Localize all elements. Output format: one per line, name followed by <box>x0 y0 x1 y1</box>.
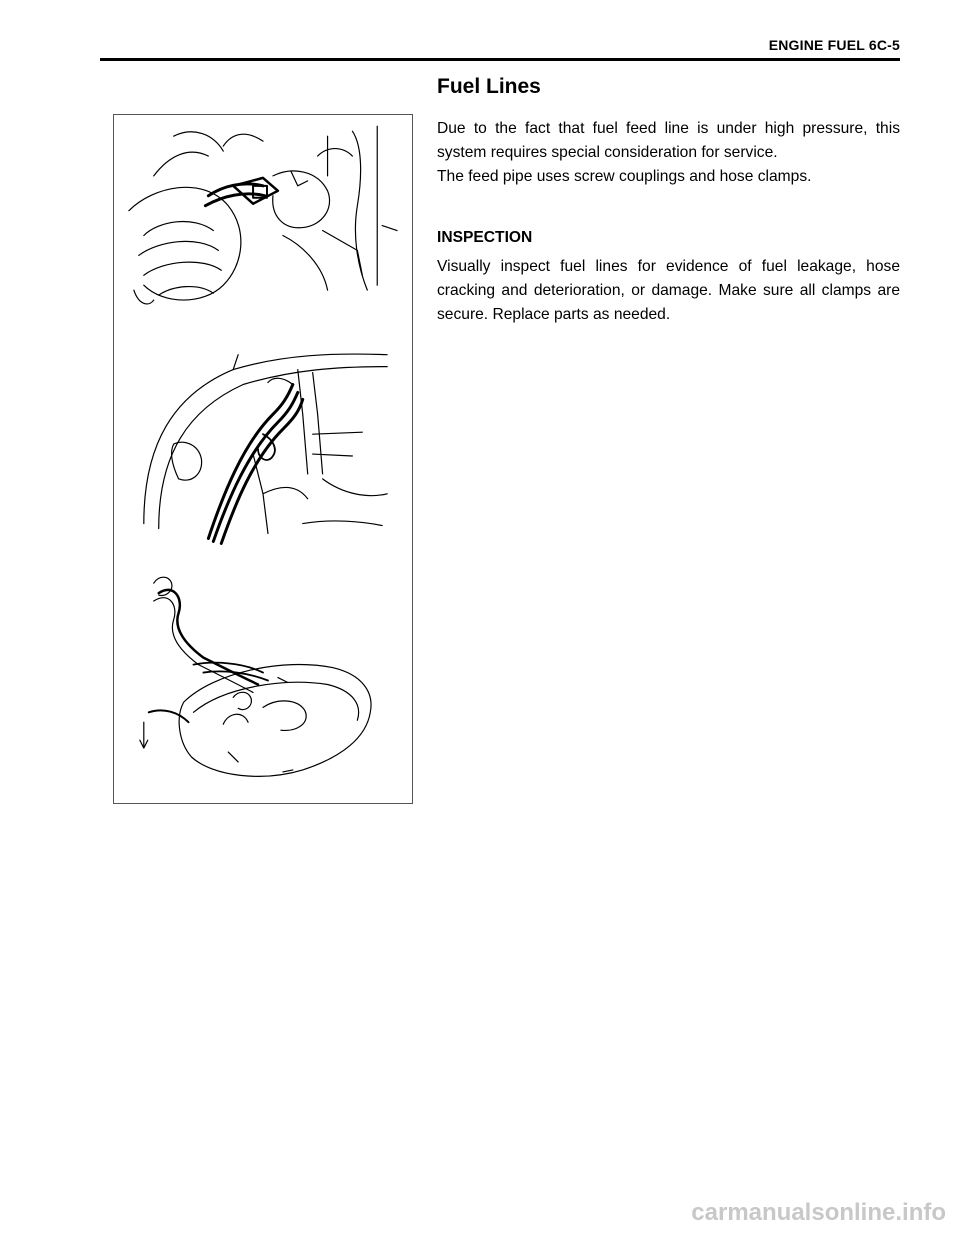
watermark: carmanualsonline.info <box>691 1199 946 1226</box>
underbody-pipe-panel <box>144 354 387 543</box>
engine-bay-hose-panel <box>129 126 397 304</box>
fuel-tank-panel <box>140 577 371 776</box>
intro-paragraph-1: Due to the fact that fuel feed line is under high pressure, this system requires special consideration for service. <box>437 120 900 161</box>
inspection-heading: INSPECTION <box>437 229 533 246</box>
running-header: ENGINE FUEL 6C-5 <box>768 37 900 53</box>
header-rule <box>100 58 900 61</box>
text-column <box>437 75 900 327</box>
inspection-paragraph: Visually inspect fuel lines for evidence of fuel leakage, hose cracking and deterioration, or damage. Make sure all clamps are secure. Replace parts as needed. <box>437 258 900 323</box>
figure-box <box>113 114 413 804</box>
intro-paragraph-2: The feed pipe uses screw couplings and hose clamps. <box>437 168 812 185</box>
section-title: Fuel Lines <box>437 75 541 98</box>
fuel-lines-illustration <box>114 115 412 803</box>
